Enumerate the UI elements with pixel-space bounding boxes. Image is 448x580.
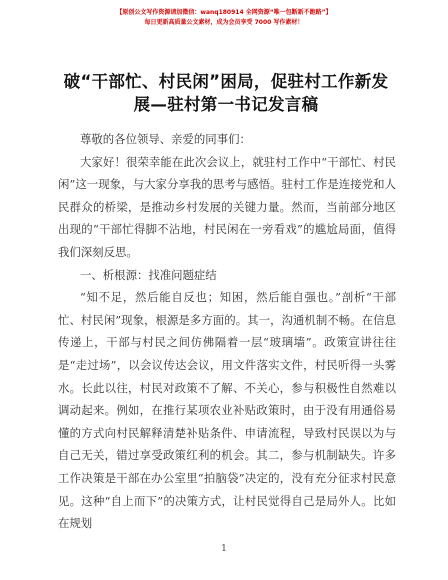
salutation: 尊敬的各位领导、亲爱的同事们：: [80, 132, 251, 146]
promo-banner: [0, 8, 448, 28]
promo-banner-line-1: 【原创公文写作资源请加微信：wanq180914 全网资源“唯一包断新不跑路”】: [116, 9, 332, 16]
page-number: 1: [221, 544, 227, 554]
paragraph-1: 大家好！很荣幸能在此次会议上，就驻村工作中“干部忙、村民闲”这一现象，与大家分享我的思考与感悟。驻村工作是连接党和人民群众的桥梁，是推动乡村发展的关键力量。然而，当前部分地区出现的“干部忙得脚不沾地，村民闲在一旁看戏”的尴尬局面，值得我们深刻反思。: [58, 154, 396, 259]
section-heading-1: 一、析根源：找准问题症结: [80, 267, 217, 282]
promo-banner-line-2: 每日更新高质量公文素材，成为会员享受 7000 写作素材！: [144, 19, 304, 26]
paragraph-2: “知不足，然后能自反也；知困，然后能自强也。”剖析“干部忙、村民闲”现象，根源是多方面的。其一，沟通机制不畅。在信息传递上，干部与村民之间仿佛隔着一层“玻璃墙”。政策宣讲往往是“走过场”，以会议传达会议，用文件落实文件，村民听得一头雾水。长此以往，村民对政策不了解、不关心，参与积极性自然难以调动起来。例如，在推行某项农业补贴政策时，由于没有用通俗易懂的方式向村民解释清楚补贴条件、申请流程，导致村民误以为与自己无关，错过享受政策红利的机会。其二，参与机制缺失。许多工作决策是干部在办公室里“拍脑袋”决定的，没有充分征求村民意见。这种“自上而下”的决策方式，让村民觉得自己是局外人。比如在规划: [58, 290, 396, 531]
document-body: [58, 128, 396, 535]
document-title: 破“干部忙、村民闲”困局，促驻村工作新发展—驻村第一书记发言稿: [63, 72, 389, 114]
